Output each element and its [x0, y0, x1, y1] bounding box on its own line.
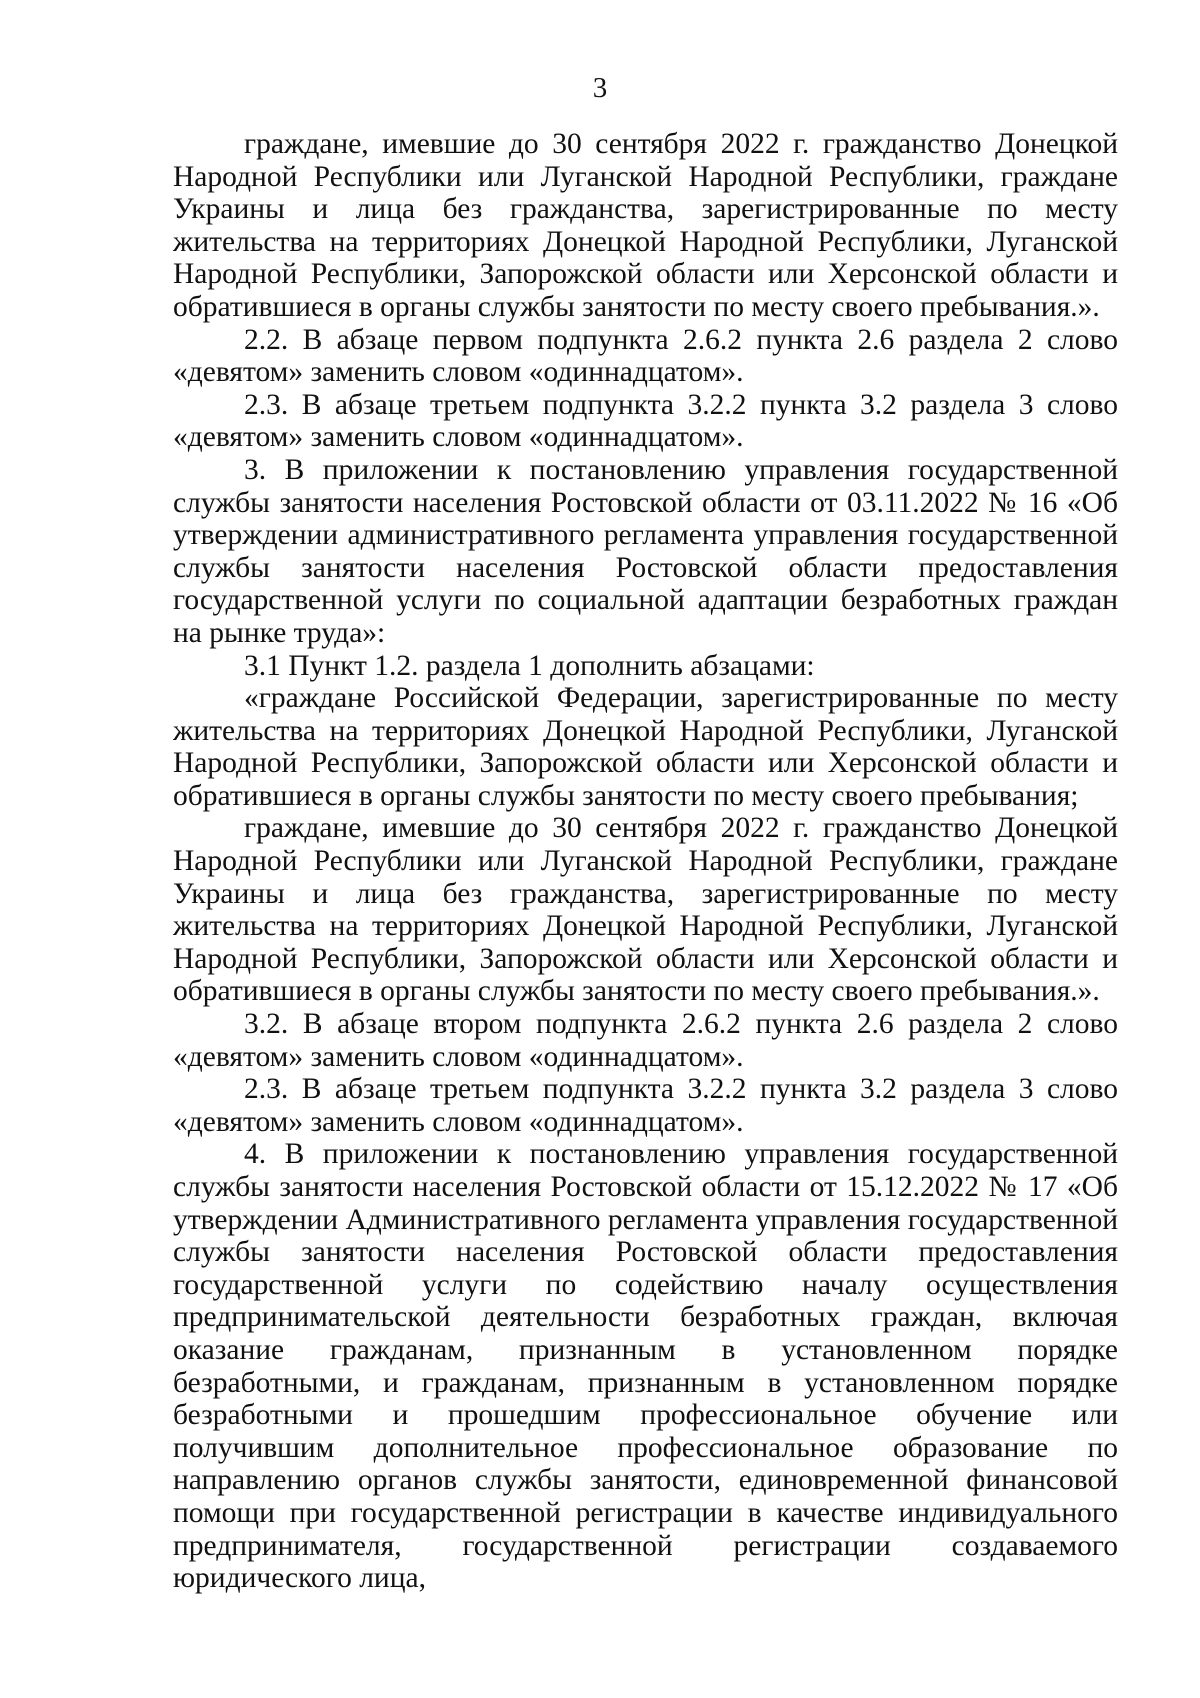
document-body	[173, 128, 1118, 1595]
paragraph-russian-citizens: «граждане Российской Федерации, зарегистрированные по месту жительства на территориях Донецкой Народной Республики, Луганской Народной Республики, Запорожской области или Херсонской области и обратившиеся в органы службы занятости по месту своего пребывания;	[173, 682, 1118, 812]
paragraph-3-2: 3.2. В абзаце втором подпункта 2.6.2 пункта 2.6 раздела 2 слово «девятом» заменить словом «одиннадцатом».	[173, 1008, 1118, 1073]
paragraph-3-1: 3.1 Пункт 1.2. раздела 1 дополнить абзацами:	[244, 649, 815, 682]
paragraph-4: 4. В приложении к постановлению управления государственной службы занятости населения Ростовской области от 15.12.2022 № 17 «Об утверждении Административного регламента управления государственной службы занятости населения Ростовской области предоставления государственной услуги по содействию началу осуществления предпринимательской деятельности безработных граждан, включая оказание гражданам, признанным в установленном порядке безработными, и гражданам, признанным в установленном порядке безработными и прошедшим профессиональное обучение или получившим дополнительное профессиональное образование по направлению органов службы занятости, единовременной финансовой помощи при государственной регистрации в качестве индивидуального предпринимателя, государственной регистрации создаваемого юридического лица,	[173, 1138, 1118, 1595]
paragraph-2-3: 2.3. В абзаце третьем подпункта 3.2.2 пункта 3.2 раздела 3 слово «девятом» заменить словом «одиннадцатом».	[173, 388, 1118, 454]
page-number: 3	[592, 72, 608, 104]
paragraph-2-2: 2.2. В абзаце первом подпункта 2.6.2 пункта 2.6 раздела 2 слово «девятом» заменить словом «одиннадцатом».	[173, 323, 1118, 389]
paragraph-2-3-repeat: 2.3. В абзаце третьем подпункта 3.2.2 пункта 3.2 раздела 3 слово «девятом» заменить словом «одиннадцатом».	[173, 1073, 1118, 1138]
paragraph-citizens-former-citizenship-2: граждане, имевшие до 30 сентября 2022 г. гражданство Донецкой Народной Республики или Луганской Народной Республики, граждане Украины и лица без гражданства, зарегистрированные по месту жительства на территориях Донецкой Народной Республики, Луганской Народной Республики, Запорожской области или Херсонской области и обратившиеся в органы службы занятости по месту своего пребывания.».	[173, 812, 1118, 1008]
paragraph-citizens-former-citizenship: граждане, имевшие до 30 сентября 2022 г. гражданство Донецкой Народной Республики или Луганской Народной Республики, граждане Украины и лица без гражданства, зарегистрированные по месту жительства на территориях Донецкой Народной Республики, Луганской Народной Республики, Запорожской области или Херсонской области и обратившиеся в органы службы занятости по месту своего пребывания.».	[173, 128, 1118, 323]
paragraph-3: 3. В приложении к постановлению управления государственной службы занятости населения Ростовской области от 03.11.2022 № 16 «Об утверждении административного регламента управления государственной службы занятости населения Ростовской области предоставления государственной услуги по социальной адаптации безработных граждан на рынке труда»:	[173, 453, 1118, 649]
